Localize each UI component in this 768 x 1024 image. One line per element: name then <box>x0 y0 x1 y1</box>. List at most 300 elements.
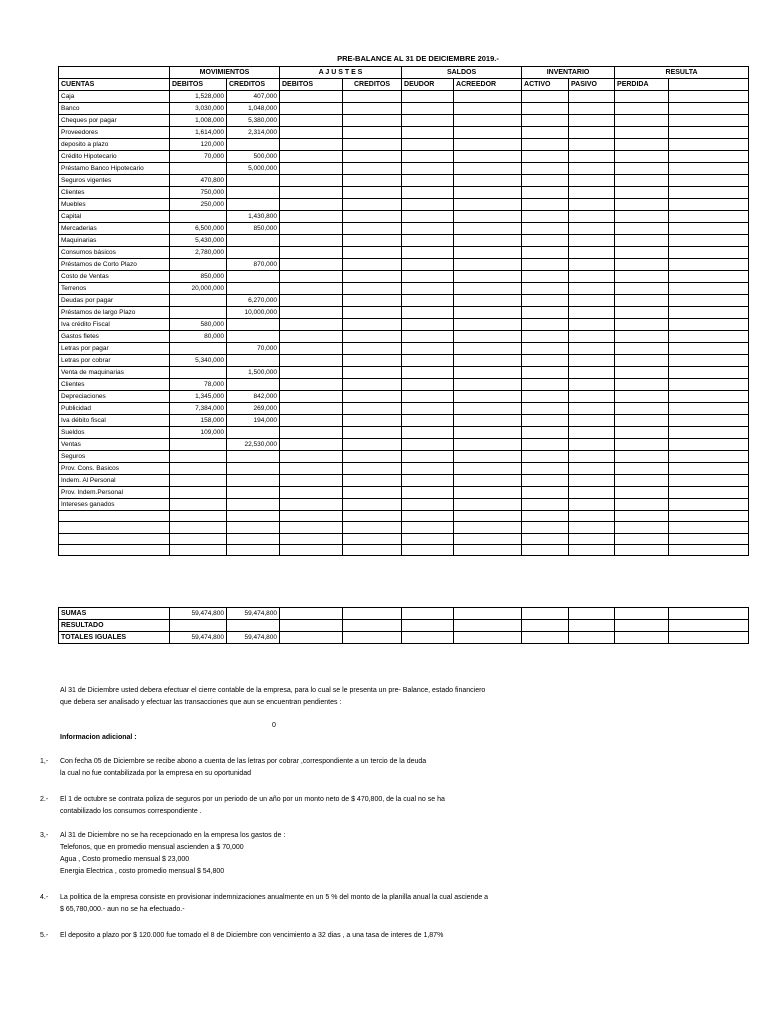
cell-empty <box>280 499 343 511</box>
cell-creditos: 500,000 <box>227 151 280 163</box>
cell-debitos: 750,000 <box>170 187 227 199</box>
cell-empty <box>343 211 402 223</box>
cell-empty <box>454 283 522 295</box>
cell-debitos: 1,614,000 <box>170 127 227 139</box>
cell-empty <box>569 620 615 632</box>
cell-empty <box>669 475 749 487</box>
cell-empty <box>669 439 749 451</box>
cell-empty <box>522 427 569 439</box>
cell-empty <box>615 139 669 151</box>
cell-empty <box>280 379 343 391</box>
cell-creditos: 1,430,800 <box>227 211 280 223</box>
cell-cuenta <box>59 511 170 522</box>
cell-empty <box>615 475 669 487</box>
cell-empty <box>280 91 343 103</box>
cell-debitos: 2,780,000 <box>170 247 227 259</box>
col-acreedor: ACREEDOR <box>454 79 522 91</box>
cell-empty <box>669 151 749 163</box>
table-row <box>59 451 749 463</box>
cell-empty <box>522 247 569 259</box>
cell-empty <box>402 403 454 415</box>
cell-cuenta: Venta de maquinarias <box>59 367 170 379</box>
group-header-row <box>59 67 749 79</box>
cell-empty <box>522 620 569 632</box>
table-row <box>59 187 749 199</box>
cell-empty <box>454 487 522 499</box>
cell-empty <box>669 522 749 533</box>
cell-empty <box>343 355 402 367</box>
cell-empty <box>615 620 669 632</box>
cell-cuenta: Costo de Ventas <box>59 271 170 283</box>
item-line: Con fecha 05 de Diciembre se recibe abono a cuenta de las letras por cobrar ,correspondiente a un tercio de la deuda <box>60 758 427 765</box>
cell-empty <box>522 331 569 343</box>
item-line: El 1 de octubre se contrata poliza de seguros por un periodo de un año por un monto neto de $ 470,800, de la cual no se ha <box>60 796 445 803</box>
table-row <box>59 511 749 522</box>
cell-empty <box>280 608 343 620</box>
cell-empty <box>454 475 522 487</box>
cell-empty <box>522 632 569 644</box>
cell-empty <box>569 235 615 247</box>
cell-debitos <box>170 463 227 475</box>
cell-empty <box>454 331 522 343</box>
cell-creditos: 850,000 <box>227 223 280 235</box>
cell-empty <box>569 115 615 127</box>
cell-empty <box>454 199 522 211</box>
cell-empty <box>669 451 749 463</box>
cell-empty <box>669 355 749 367</box>
cell-empty <box>454 247 522 259</box>
cell-empty <box>280 187 343 199</box>
cell-creditos: 1,048,000 <box>227 103 280 115</box>
cell-cuenta: Caja <box>59 91 170 103</box>
cell-empty <box>402 415 454 427</box>
cell-empty <box>669 620 749 632</box>
cell-empty <box>402 283 454 295</box>
cell-empty <box>669 247 749 259</box>
cell-empty <box>569 163 615 175</box>
group-ajustes: A J U S T E S <box>280 67 402 79</box>
cell-empty <box>669 632 749 644</box>
table-row <box>59 544 749 555</box>
cell-cuenta: Seguros vigentes <box>59 175 170 187</box>
cell-creditos <box>227 331 280 343</box>
cell-empty <box>402 379 454 391</box>
cell-empty <box>669 544 749 555</box>
cell-empty <box>402 367 454 379</box>
cell-empty <box>454 343 522 355</box>
totals-creditos: 59,474,800 <box>227 632 280 644</box>
cell-debitos: 80,000 <box>170 331 227 343</box>
cell-cuenta: Cheques por pagar <box>59 115 170 127</box>
cell-empty <box>343 307 402 319</box>
cell-empty <box>615 391 669 403</box>
cell-cuenta: Letras por cobrar <box>59 355 170 367</box>
col-ajustes-debitos: DEBITOS <box>280 79 343 91</box>
cell-creditos <box>227 235 280 247</box>
cell-debitos <box>170 499 227 511</box>
cell-empty <box>569 223 615 235</box>
cell-empty <box>402 139 454 151</box>
cell-cuenta: Consumos básicos <box>59 247 170 259</box>
cell-empty <box>569 522 615 533</box>
cell-empty <box>402 115 454 127</box>
cell-empty <box>615 463 669 475</box>
cell-empty <box>615 211 669 223</box>
cell-empty <box>402 343 454 355</box>
table-row <box>59 391 749 403</box>
info-heading: Informacion adicional : <box>60 734 137 741</box>
intro-line-1: Al 31 de Diciembre usted debera efectuar el cierre contable de la empresa, para lo cual se le presenta un pre- Balance, estado financiero <box>60 687 486 694</box>
table-row <box>59 415 749 427</box>
cell-debitos: 1,528,000 <box>170 91 227 103</box>
cell-empty <box>343 151 402 163</box>
cell-debitos: 6,500,000 <box>170 223 227 235</box>
cell-empty <box>343 522 402 533</box>
cell-empty <box>402 355 454 367</box>
cell-empty <box>569 103 615 115</box>
prebalance-table-wrapper <box>58 66 698 606</box>
cell-empty <box>454 544 522 555</box>
cell-empty <box>343 295 402 307</box>
cell-empty <box>569 511 615 522</box>
cell-empty <box>569 247 615 259</box>
cell-empty <box>402 235 454 247</box>
item-line: contabilizado los consumos correspondiente . <box>60 808 202 815</box>
group-movimientos: MOVIMIENTOS <box>170 67 280 79</box>
cell-empty <box>569 499 615 511</box>
cell-creditos <box>227 533 280 544</box>
cell-empty <box>615 223 669 235</box>
cell-empty <box>343 379 402 391</box>
cell-empty <box>343 415 402 427</box>
cell-empty <box>402 319 454 331</box>
totals-creditos: 59,474,800 <box>227 608 280 620</box>
cell-empty <box>454 608 522 620</box>
cell-empty <box>343 319 402 331</box>
cell-creditos <box>227 319 280 331</box>
cell-empty <box>402 175 454 187</box>
cell-cuenta: Préstamo Banco Hipotecario <box>59 163 170 175</box>
page-title: PRE-BALANCE AL 31 DE DEICIEMBRE 2019.- <box>337 54 499 63</box>
cell-empty <box>343 499 402 511</box>
cell-empty <box>615 187 669 199</box>
cell-empty <box>669 187 749 199</box>
cell-creditos <box>227 175 280 187</box>
cell-empty <box>569 319 615 331</box>
cell-empty <box>343 403 402 415</box>
cell-empty <box>522 522 569 533</box>
cell-empty <box>522 367 569 379</box>
item-line: La politica de la empresa consiste en provisionar indemnizaciones anualmente en un 5 % del monto de la planilla anual la cual asciende a <box>60 894 489 901</box>
cell-empty <box>569 151 615 163</box>
cell-debitos <box>170 307 227 319</box>
cell-debitos: 70,000 <box>170 151 227 163</box>
group-inventario: INVENTARIO <box>522 67 615 79</box>
cell-empty <box>615 451 669 463</box>
cell-creditos <box>227 199 280 211</box>
cell-empty <box>402 103 454 115</box>
cell-empty <box>280 319 343 331</box>
cell-empty <box>280 427 343 439</box>
cell-empty <box>280 343 343 355</box>
cell-creditos: 70,000 <box>227 343 280 355</box>
cell-empty <box>669 199 749 211</box>
cell-empty <box>280 511 343 522</box>
table-row <box>59 211 749 223</box>
cell-debitos: 250,000 <box>170 199 227 211</box>
cell-creditos: 2,314,000 <box>227 127 280 139</box>
cell-empty <box>343 331 402 343</box>
cell-debitos: 158,000 <box>170 415 227 427</box>
table-row <box>59 427 749 439</box>
cell-empty <box>280 115 343 127</box>
cell-empty <box>280 175 343 187</box>
cell-empty <box>454 451 522 463</box>
cell-empty <box>569 355 615 367</box>
cell-empty <box>454 91 522 103</box>
cell-empty <box>402 620 454 632</box>
totals-debitos: 59,474,800 <box>170 632 227 644</box>
cell-empty <box>615 427 669 439</box>
table-row <box>59 533 749 544</box>
cell-empty <box>615 533 669 544</box>
group-resultados: RESULTA <box>615 67 749 79</box>
cell-empty <box>522 463 569 475</box>
cell-empty <box>669 343 749 355</box>
cell-empty <box>343 271 402 283</box>
cell-empty <box>615 199 669 211</box>
cell-cuenta: Proveedores <box>59 127 170 139</box>
cell-empty <box>343 343 402 355</box>
cell-debitos <box>170 259 227 271</box>
table-row <box>59 151 749 163</box>
cell-empty <box>343 247 402 259</box>
cell-empty <box>615 415 669 427</box>
cell-empty <box>280 475 343 487</box>
cell-empty <box>522 127 569 139</box>
cell-empty <box>343 487 402 499</box>
cell-cuenta: Iva débito fiscal <box>59 415 170 427</box>
cell-empty <box>402 511 454 522</box>
item-number: 1,- <box>40 758 49 765</box>
totals-label: RESULTADO <box>59 620 170 632</box>
totals-debitos: 59,474,800 <box>170 608 227 620</box>
cell-empty <box>402 307 454 319</box>
cell-empty <box>343 139 402 151</box>
cell-cuenta: Letras por pagar <box>59 343 170 355</box>
cell-empty <box>402 544 454 555</box>
cell-empty <box>522 283 569 295</box>
cell-creditos: 5,000,000 <box>227 163 280 175</box>
cell-debitos: 1,008,000 <box>170 115 227 127</box>
cell-empty <box>522 511 569 522</box>
cell-empty <box>343 451 402 463</box>
col-deudor: DEUDOR <box>402 79 454 91</box>
cell-empty <box>454 499 522 511</box>
cell-empty <box>343 91 402 103</box>
cell-empty <box>569 199 615 211</box>
table-row <box>59 235 749 247</box>
cell-empty <box>454 235 522 247</box>
cell-empty <box>280 295 343 307</box>
cell-empty <box>454 379 522 391</box>
cell-empty <box>615 343 669 355</box>
cell-empty <box>522 355 569 367</box>
cell-empty <box>454 211 522 223</box>
cell-empty <box>669 403 749 415</box>
cell-creditos <box>227 522 280 533</box>
col-activo: ACTIVO <box>522 79 569 91</box>
table-row <box>59 522 749 533</box>
totals-table <box>58 607 749 644</box>
cell-debitos <box>170 367 227 379</box>
cell-creditos <box>227 511 280 522</box>
cell-empty <box>280 533 343 544</box>
cell-empty <box>402 223 454 235</box>
cell-empty <box>569 175 615 187</box>
cell-empty <box>454 175 522 187</box>
cell-empty <box>569 451 615 463</box>
cell-empty <box>343 259 402 271</box>
cell-cuenta: Clientes <box>59 379 170 391</box>
cell-debitos: 20,000,000 <box>170 283 227 295</box>
cell-creditos: 1,500,000 <box>227 367 280 379</box>
cell-empty <box>280 487 343 499</box>
cell-empty <box>522 175 569 187</box>
table-row <box>59 367 749 379</box>
cell-empty <box>569 139 615 151</box>
cell-debitos <box>170 544 227 555</box>
cell-empty <box>615 235 669 247</box>
cell-empty <box>615 175 669 187</box>
cell-empty <box>454 223 522 235</box>
cell-creditos <box>227 379 280 391</box>
cell-empty <box>669 307 749 319</box>
cell-debitos: 5,340,000 <box>170 355 227 367</box>
cell-empty <box>669 415 749 427</box>
cell-empty <box>615 487 669 499</box>
cell-empty <box>615 151 669 163</box>
cell-empty <box>343 127 402 139</box>
cell-empty <box>615 331 669 343</box>
item-line: Agua , Costo promedio mensual $ 23,000 <box>60 856 190 863</box>
cell-creditos: 5,380,000 <box>227 115 280 127</box>
cell-empty <box>522 451 569 463</box>
cell-empty <box>522 103 569 115</box>
item-line: El deposito a plazo por $ 120.000 fue tomado el 8 de Diciembre con vencimiento a 32 dias , a una tasa de interes de 1,87% <box>60 932 444 939</box>
cell-cuenta: Muebles <box>59 199 170 211</box>
cell-empty <box>454 355 522 367</box>
cell-empty <box>454 427 522 439</box>
cell-debitos: 5,430,000 <box>170 235 227 247</box>
cell-empty <box>280 247 343 259</box>
cell-empty <box>669 608 749 620</box>
cell-empty <box>669 319 749 331</box>
cell-empty <box>280 103 343 115</box>
cell-empty <box>569 391 615 403</box>
cell-empty <box>402 247 454 259</box>
cell-empty <box>569 127 615 139</box>
cell-empty <box>454 103 522 115</box>
cell-empty <box>280 403 343 415</box>
cell-empty <box>280 632 343 644</box>
cell-empty <box>669 139 749 151</box>
cell-empty <box>669 271 749 283</box>
cell-empty <box>569 259 615 271</box>
cell-empty <box>280 391 343 403</box>
cell-empty <box>454 367 522 379</box>
cell-empty <box>402 439 454 451</box>
cell-empty <box>343 632 402 644</box>
cell-empty <box>343 103 402 115</box>
cell-empty <box>402 391 454 403</box>
cell-empty <box>669 91 749 103</box>
cell-empty <box>522 271 569 283</box>
cell-creditos <box>227 463 280 475</box>
cell-creditos <box>227 247 280 259</box>
cell-empty <box>522 475 569 487</box>
cell-empty <box>569 343 615 355</box>
cell-empty <box>522 259 569 271</box>
cell-empty <box>454 271 522 283</box>
table-row <box>59 355 749 367</box>
cell-empty <box>669 223 749 235</box>
group-saldos: SALDOS <box>402 67 522 79</box>
cell-empty <box>522 403 569 415</box>
cell-debitos: 1,345,000 <box>170 391 227 403</box>
cell-empty <box>669 235 749 247</box>
cell-empty <box>402 163 454 175</box>
cell-empty <box>343 427 402 439</box>
cell-creditos: 194,000 <box>227 415 280 427</box>
cell-cuenta: Deudas por pagar <box>59 295 170 307</box>
table-row <box>59 499 749 511</box>
cell-empty <box>454 632 522 644</box>
cell-empty <box>402 533 454 544</box>
table-row <box>59 115 749 127</box>
totals-table-wrapper <box>58 607 668 647</box>
cell-empty <box>615 91 669 103</box>
cell-creditos <box>227 283 280 295</box>
table-row <box>59 259 749 271</box>
cell-cuenta: Gastos fletes <box>59 331 170 343</box>
cell-empty <box>615 271 669 283</box>
cell-empty <box>402 331 454 343</box>
table-row <box>59 127 749 139</box>
cell-empty <box>615 608 669 620</box>
table-row <box>59 331 749 343</box>
cell-empty <box>280 199 343 211</box>
cell-empty <box>454 163 522 175</box>
cell-empty <box>615 499 669 511</box>
cell-creditos <box>227 427 280 439</box>
cell-creditos: 407,000 <box>227 91 280 103</box>
cell-empty <box>343 544 402 555</box>
cell-cuenta: Intereses ganados <box>59 499 170 511</box>
cell-empty <box>669 499 749 511</box>
cell-empty <box>522 91 569 103</box>
cell-empty <box>669 367 749 379</box>
cell-empty <box>569 439 615 451</box>
cell-empty <box>280 151 343 163</box>
cell-empty <box>669 103 749 115</box>
cell-empty <box>669 211 749 223</box>
cell-cuenta: Mercaderias <box>59 223 170 235</box>
cell-empty <box>615 319 669 331</box>
cell-empty <box>280 522 343 533</box>
cell-empty <box>280 127 343 139</box>
cell-empty <box>454 259 522 271</box>
